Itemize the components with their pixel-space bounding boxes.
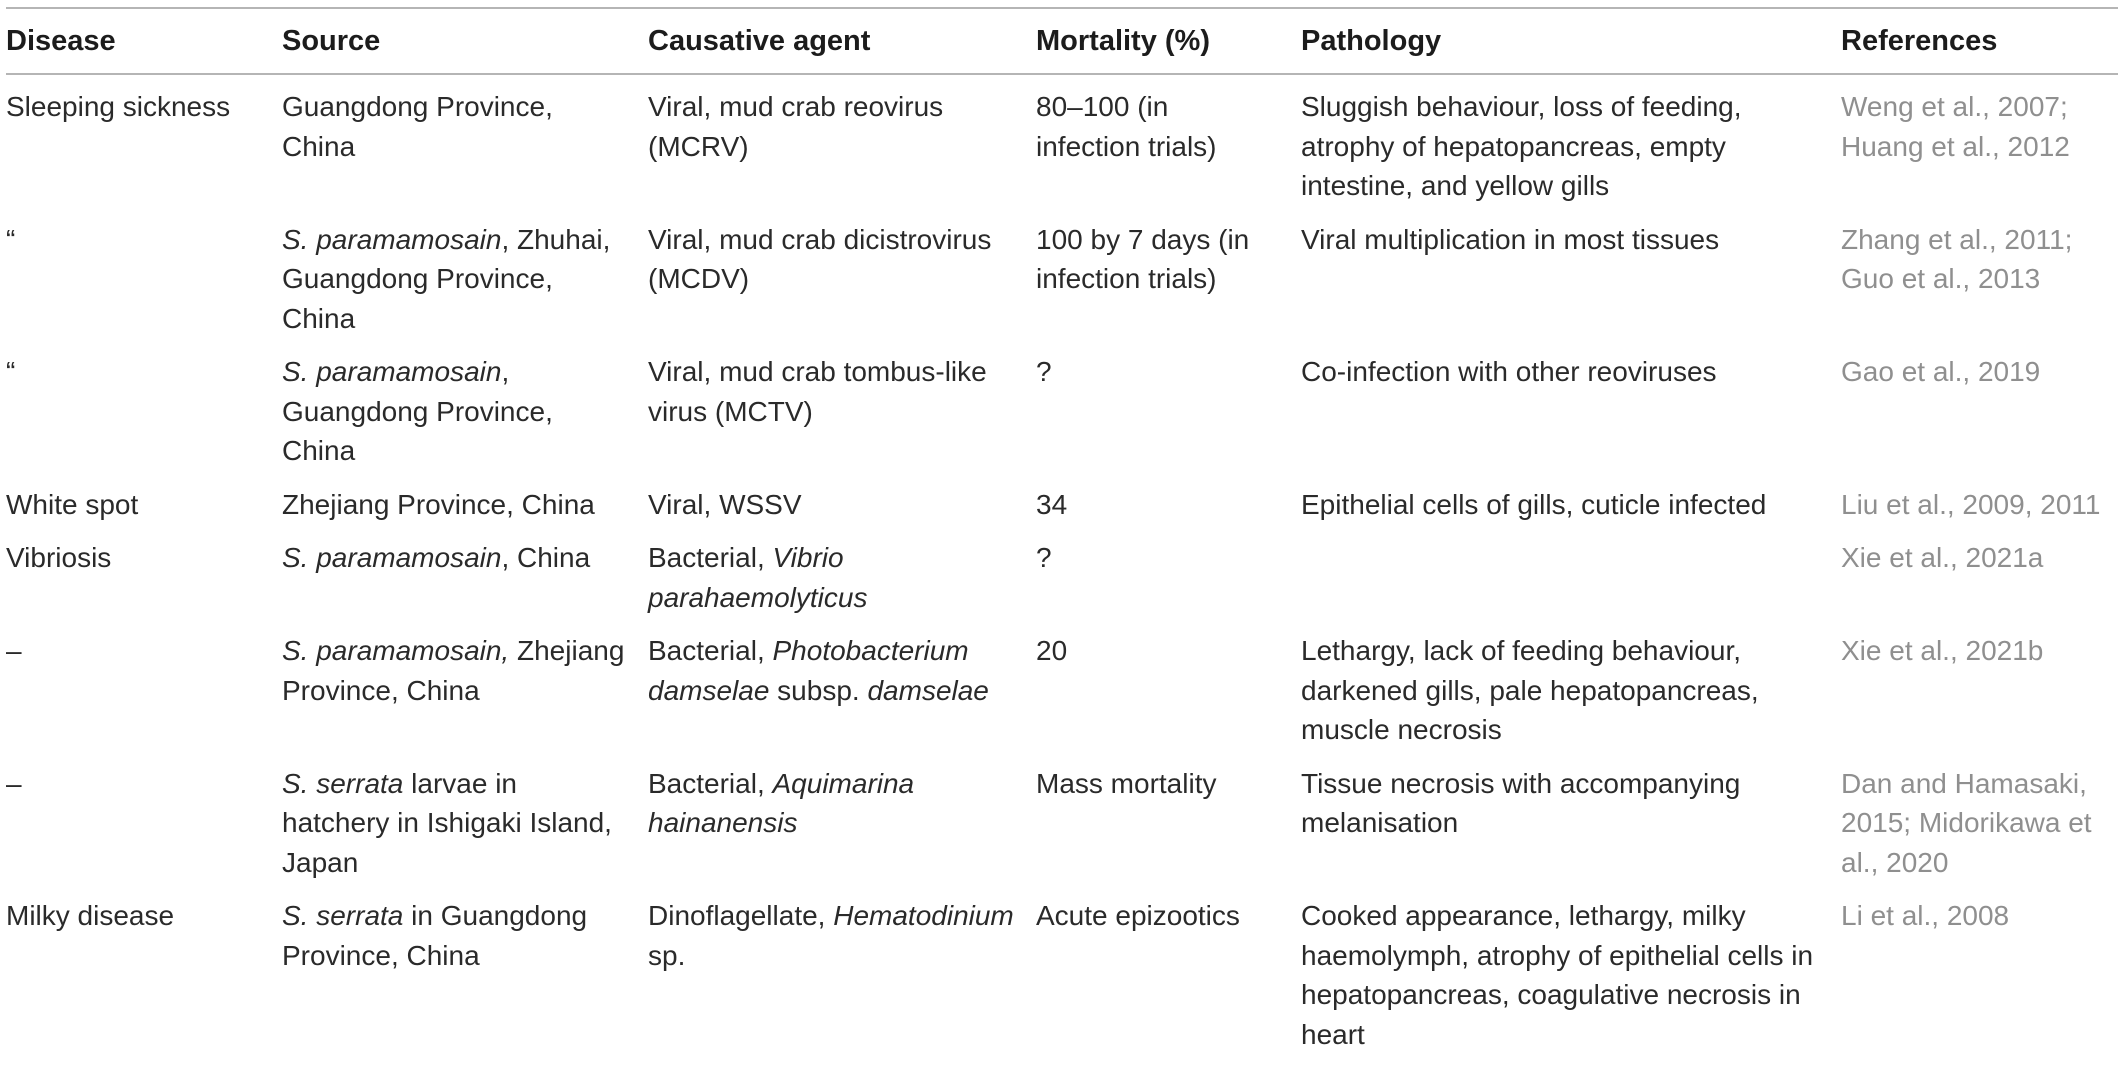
cell-source-text: in Guangdong Province, China — [282, 900, 588, 971]
cell-causative-agent — [648, 531, 1036, 624]
disease-table — [6, 7, 2118, 1061]
cell-causative-agent-text: Hematodinium — [833, 900, 1014, 931]
header-source: Source — [282, 24, 381, 57]
cell-source — [282, 531, 648, 624]
cell-references: Li et al., 2008 — [1841, 900, 2010, 931]
cell-disease: Milky disease — [6, 900, 175, 931]
cell-references: Liu et al., 2009, 2011 — [1841, 488, 2101, 520]
cell-references: Xie et al., 2021b — [1841, 635, 2044, 666]
cell-references: Weng et al., 2007; Huang et al., 2012 — [1841, 91, 2070, 162]
table-body — [6, 74, 2118, 1061]
cell-source-text: , China — [501, 542, 591, 573]
cell-source-text: larvae in hatchery in Ishigaki Island, Japan — [282, 767, 612, 878]
cell-pathology: Epithelial cells of gills, cuticle infected — [1301, 488, 1767, 520]
cell-pathology: Tissue necrosis with accompanying melanisation — [1301, 767, 1741, 838]
cell-source-text: , Zhuhai, Guangdong Province, China — [282, 223, 611, 334]
cell-source — [282, 478, 648, 532]
cell-causative-agent-text: damselae — [867, 674, 989, 706]
cell-causative-agent-text: sp. — [648, 939, 686, 971]
cell-pathology — [1301, 531, 1841, 624]
cell-disease: White spot — [6, 488, 139, 520]
table-header-row — [6, 8, 2118, 74]
cell-causative-agent-text: Viral, mud crab tombus-like virus (MCTV) — [648, 356, 987, 427]
cell-source-text: Zhejiang Province, China — [282, 635, 625, 706]
cell-causative-agent-text: Bacterial, — [648, 767, 773, 799]
cell-references: Gao et al., 2019 — [1841, 356, 2041, 387]
table-row — [6, 889, 2118, 1061]
cell-mortality: Mass mortality — [1036, 767, 1217, 799]
cell-mortality: 80–100 (in infection trials) — [1036, 91, 1217, 162]
cell-disease: Sleeping sickness — [6, 91, 231, 122]
cell-source — [282, 624, 648, 757]
cell-mortality: ? — [1036, 542, 1052, 573]
cell-causative-agent-text: Vibrio parahaemolyticus — [648, 542, 868, 613]
header-causative-agent: Causative agent — [648, 24, 871, 57]
cell-source-text: S. paramamosain — [282, 356, 502, 387]
cell-causative-agent — [648, 889, 1036, 1061]
header-pathology: Pathology — [1301, 24, 1442, 57]
header-references: References — [1841, 24, 1998, 57]
cell-causative-agent-text: Viral, WSSV — [648, 488, 802, 520]
table-row — [6, 478, 2118, 532]
cell-pathology: Co-infection with other reoviruses — [1301, 356, 1717, 387]
header-disease: Disease — [6, 24, 116, 57]
cell-pathology: Lethargy, lack of feeding behaviour, darkened gills, pale hepatopancreas, muscle necrosis — [1301, 635, 1759, 745]
cell-causative-agent-text: Aquimarina hainanensis — [648, 767, 915, 838]
cell-causative-agent — [648, 213, 1036, 346]
cell-causative-agent — [648, 478, 1036, 532]
cell-source-text: S. paramamosain — [282, 542, 502, 573]
table-row — [6, 213, 2118, 346]
cell-disease: “ — [6, 223, 16, 255]
cell-source-text: Guangdong Province, China — [282, 91, 553, 162]
cell-source-text: , Guangdong Province, China — [282, 356, 553, 466]
cell-disease: – — [6, 767, 22, 799]
cell-causative-agent-text: Dinoflagellate, — [648, 900, 834, 931]
cell-source-text: Zhejiang Province, China — [282, 488, 595, 520]
cell-source — [282, 74, 648, 213]
cell-causative-agent-text: Viral, mud crab dicistrovirus (MCDV) — [648, 223, 992, 294]
cell-source-text: S. paramamosain, — [282, 635, 510, 666]
cell-mortality: 20 — [1036, 635, 1068, 666]
cell-source-text: S. serrata — [282, 900, 404, 931]
table-row — [6, 345, 2118, 478]
cell-causative-agent-text: Viral, mud crab reovirus (MCRV) — [648, 91, 944, 162]
cell-causative-agent — [648, 757, 1036, 890]
header-mortality: Mortality (%) — [1036, 24, 1210, 57]
cell-causative-agent-text: subsp. — [769, 674, 868, 706]
cell-references: Dan and Hamasaki, 2015; Midorikawa et al., 2020 — [1841, 767, 2092, 878]
table-row — [6, 757, 2118, 890]
cell-source — [282, 345, 648, 478]
cell-mortality: Acute epizootics — [1036, 900, 1240, 931]
cell-source-text: S. serrata — [282, 767, 404, 799]
cell-mortality: ? — [1036, 356, 1052, 387]
cell-mortality: 100 by 7 days (in infection trials) — [1036, 223, 1250, 294]
cell-mortality: 34 — [1036, 488, 1068, 520]
cell-causative-agent — [648, 74, 1036, 213]
cell-source — [282, 889, 648, 1061]
cell-references: Xie et al., 2021a — [1841, 542, 2044, 573]
cell-disease: “ — [6, 356, 16, 387]
cell-disease: Vibriosis — [6, 542, 112, 573]
cell-source-text: S. paramamosain — [282, 223, 502, 255]
table-row — [6, 531, 2118, 624]
table-row — [6, 624, 2118, 757]
cell-source — [282, 757, 648, 890]
cell-causative-agent — [648, 624, 1036, 757]
cell-causative-agent-text: Bacterial, — [648, 635, 773, 666]
cell-pathology: Cooked appearance, lethargy, milky haemolymph, atrophy of epithelial cells in hepatopancreas, coagulative necrosis in heart — [1301, 900, 1814, 1050]
table-row — [6, 74, 2118, 213]
cell-pathology: Viral multiplication in most tissues — [1301, 223, 1720, 255]
cell-source — [282, 213, 648, 346]
cell-disease: – — [6, 635, 22, 666]
cell-causative-agent-text: Photobacterium damselae — [648, 635, 969, 706]
cell-causative-agent-text: Bacterial, — [648, 542, 773, 573]
cell-references: Zhang et al., 2011; Guo et al., 2013 — [1841, 223, 2073, 294]
cell-pathology: Sluggish behaviour, loss of feeding, atrophy of hepatopancreas, empty intestine, and yellow gills — [1301, 91, 1742, 201]
cell-causative-agent — [648, 345, 1036, 478]
